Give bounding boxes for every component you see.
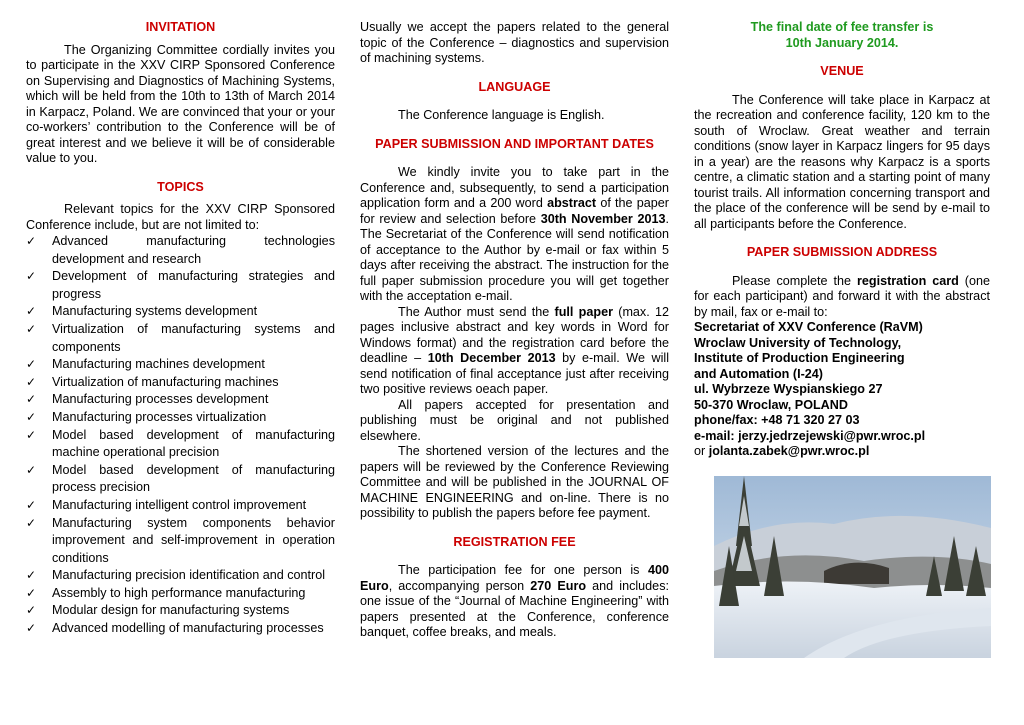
- address-block: [694, 320, 990, 444]
- column-right: [694, 20, 990, 658]
- address-heading: PAPER SUBMISSION ADDRESS: [746, 245, 938, 259]
- checkmark-icon: ✓: [26, 462, 37, 477]
- topic-item: [26, 321, 335, 356]
- checkmark-icon: ✓: [26, 357, 37, 372]
- venue-heading: VENUE: [820, 64, 864, 78]
- checkmark-icon: ✓: [26, 234, 37, 248]
- checkmark-icon: ✓: [26, 374, 37, 389]
- checkmark-icon: ✓: [26, 269, 37, 284]
- topic-text: Manufacturing intelligent control improvement: [52, 497, 307, 512]
- topic-text: Virtualization of manufacturing machines: [52, 374, 279, 389]
- checkmark-icon: ✓: [26, 515, 37, 530]
- address-line: phone/fax: +48 71 320 27 03: [694, 413, 860, 427]
- topic-text: Development of manufacturing strategies and progress: [52, 269, 335, 301]
- language-heading: LANGUAGE: [478, 79, 551, 94]
- topics-list: [26, 233, 335, 638]
- topic-item: [26, 620, 335, 638]
- paper-paragraph-1: We kindly invite you to take part in the Conference and, subsequently, to send a participation application form and a 200 word abstract of the paper for review and selection before 30th November 2013. The Secretariat of the Conference will send notification of acceptance to the Author by e-mail or fax within 5 days after receiving the abstract. The instruction for the full paper submission procedure you will get together with the acceptation e-mail.: [360, 165, 669, 303]
- topic-item: [26, 602, 335, 620]
- topic-item: [26, 462, 335, 497]
- topic-item: [26, 374, 335, 392]
- topic-item: [26, 303, 335, 321]
- checkmark-icon: ✓: [26, 427, 37, 442]
- topic-item: [26, 585, 335, 603]
- address-line: Secretariat of XXV Conference (RaVM): [694, 320, 923, 334]
- checkmark-icon: ✓: [26, 568, 37, 583]
- topic-text: Manufacturing machines development: [52, 357, 265, 372]
- address-line: and Automation (I-24): [694, 366, 823, 381]
- topic-item: [26, 233, 335, 268]
- checkmark-icon: ✓: [26, 585, 37, 600]
- column-left: [26, 20, 335, 638]
- address-line: Institute of Production Engineering: [694, 351, 905, 365]
- topics-heading: TOPICS: [157, 179, 204, 194]
- topic-item: [26, 391, 335, 409]
- full-paper-bold: full paper: [554, 304, 613, 319]
- address-intro: Please complete the registration card (one for each participant) and forward it with the abstract by mail, fax or e-mail to:: [694, 273, 990, 319]
- checkmark-icon: ✓: [26, 497, 37, 512]
- venue-text: The Conference will take place in Karpacz at the recreation and conference facility, 120 km to the south of Wroclaw. Great weather and terrain conditions (snow layer in Karpacz lingers for 95 days in a year) are the reasons why Karpacz is a sports centre, a climatic station and a starting point of many tourist trails. All information concerning transport and the place of the conference will be send by e-mail to all participants before the Conference.: [694, 92, 990, 231]
- address-line: 50-370 Wroclaw, POLAND: [694, 397, 848, 412]
- intro-text: Usually we accept the papers related to the general topic of the Conference – diagnostics and supervision of machining systems.: [360, 20, 669, 65]
- alt-email[interactable]: jolanta.zabek@pwr.wroc.pl: [708, 444, 870, 458]
- column-middle: [360, 20, 669, 641]
- topics-intro: Relevant topics for the XXV CIRP Sponsored Conference include, but are not limited to:: [26, 202, 335, 232]
- topic-item: [26, 356, 335, 374]
- checkmark-icon: ✓: [26, 321, 37, 336]
- paper-paragraph-3: All papers accepted for presentation and publishing must be original and not published elsewhere.: [360, 397, 669, 443]
- topic-text: Manufacturing precision identification and control: [52, 568, 326, 583]
- topic-text: Advanced manufacturing technologies development and research: [52, 234, 335, 266]
- abstract-deadline: 30th November 2013: [540, 211, 666, 226]
- topic-text: Assembly to high performance manufacturing: [52, 585, 306, 600]
- topic-item: [26, 497, 335, 515]
- checkmark-icon: ✓: [26, 603, 37, 618]
- paper-paragraph-4: The shortened version of the lectures and the papers will be reviewed by the Conference Reviewing Committee and will be published in the JOURNAL OF MACHINE ENGINEERING and on-line. There is no possibility to publish the papers before fee payment.: [360, 444, 669, 520]
- topic-text: Manufacturing processes virtualization: [52, 409, 267, 424]
- topic-item: [26, 268, 335, 303]
- abstract-bold: abstract: [547, 196, 597, 210]
- checkmark-icon: ✓: [26, 409, 37, 424]
- topic-text: Manufacturing systems development: [52, 304, 258, 319]
- address-line[interactable]: e-mail: jerzy.jedrzejewski@pwr.wroc.pl: [694, 428, 926, 443]
- language-text: The Conference language is English.: [398, 108, 605, 122]
- topic-item: [26, 515, 335, 568]
- address-line: ul. Wybrzeze Wyspianskiego 27: [694, 382, 883, 396]
- address-line: Wroclaw University of Technology,: [694, 335, 902, 350]
- invitation-heading: INVITATION: [145, 20, 216, 34]
- topic-text: Model based development of manufacturing process precision: [52, 462, 335, 495]
- karpacz-winter-photo: [714, 476, 991, 658]
- checkmark-icon: ✓: [26, 392, 37, 407]
- fee-participant: 400 Euro: [360, 563, 669, 593]
- final-date-line-1: The final date of fee transfer is: [750, 20, 934, 34]
- topic-text: Advanced modelling of manufacturing processes: [52, 621, 324, 636]
- paper-paragraph-2: The Author must send the full paper (max. 12 pages inclusive abstract and key words in Word for Windows format) and the registration card before the deadline – 10th December 2013 by e-mail. We will send notification of final acceptance just after receiving two positive reviews oeach paper.: [360, 304, 669, 396]
- topic-text: Virtualization of manufacturing systems and components: [52, 321, 335, 354]
- checkmark-icon: ✓: [26, 304, 37, 319]
- topic-item: [26, 409, 335, 427]
- topic-item: [26, 567, 335, 585]
- registration-fee-heading: REGISTRATION FEE: [453, 534, 576, 549]
- topic-text: Model based development of manufacturing machine operational precision: [52, 427, 335, 460]
- paper-submission-heading: PAPER SUBMISSION AND IMPORTANT DATES: [375, 136, 654, 151]
- topic-text: Modular design for manufacturing systems: [52, 603, 290, 618]
- checkmark-icon: ✓: [26, 621, 37, 636]
- topic-text: Manufacturing system components behavior improvement and self-improvement in operation conditions: [52, 515, 335, 565]
- full-paper-deadline: 10th December 2013: [427, 351, 556, 365]
- final-date-line-2: 10th January 2014.: [785, 35, 899, 50]
- topic-item: [26, 427, 335, 462]
- topic-text: Manufacturing processes development: [52, 392, 269, 407]
- fee-text: The participation fee for one person is 400 Euro, accompanying person 270 Euro and includes: one issue of the “Journal of Machine Engineering” with papers presented at the Conference, conference banquet, coffee breaks, and meals.: [360, 563, 669, 639]
- fee-accompanying: 270 Euro: [530, 578, 587, 593]
- alt-email-line: or jolanta.zabek@pwr.wroc.pl: [694, 444, 870, 458]
- registration-card-bold: registration card: [856, 273, 959, 288]
- invitation-text: The Organizing Committee cordially invites you to participate in the XXV CIRP Sponsored Conference on Supervising and Diagnostics of Machining Systems, which will be held from the 10th to 13th of March 2014 in Karpacz, Poland. We are convinced that your or your co-workers’ contribution to the Conference will be of great interest and we believe it will be of considerable value to you.: [26, 42, 335, 165]
